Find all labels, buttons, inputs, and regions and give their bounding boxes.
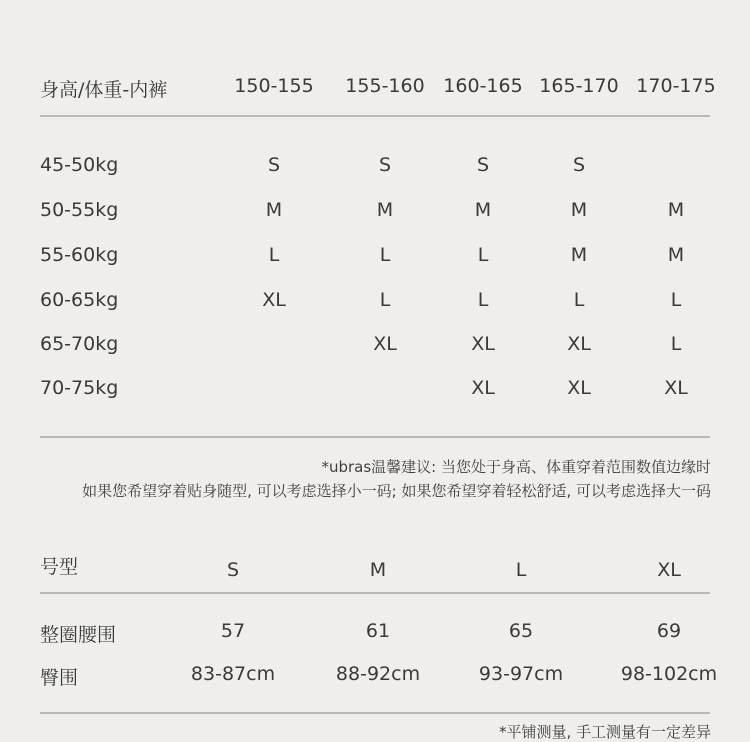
size-cell: XL xyxy=(567,333,591,355)
fit-advice-line: *ubras温馨建议: 当您处于身高、体重穿着范围数值边缘时 xyxy=(321,458,711,476)
weight-row-label: 60-65kg xyxy=(40,289,119,311)
size-column-header: L xyxy=(515,559,527,581)
measurement-cell: 98-102cm xyxy=(620,663,718,685)
size-column-header: XL xyxy=(657,559,681,581)
measurement-cell: 93-97cm xyxy=(478,663,564,685)
size-cell: S xyxy=(476,154,490,176)
weight-row-label: 45-50kg xyxy=(40,154,119,176)
size-cell: XL xyxy=(471,377,495,399)
size-cell: L xyxy=(670,289,682,311)
measurement-cell: 69 xyxy=(656,620,682,642)
size-cell: L xyxy=(379,244,391,266)
table-divider xyxy=(40,712,710,714)
size-cell: M xyxy=(667,244,685,266)
size-cell: M xyxy=(667,199,685,221)
size-cell: L xyxy=(379,289,391,311)
size-cell: S xyxy=(378,154,392,176)
size-cell: XL xyxy=(373,333,397,355)
size-cell: S xyxy=(267,154,281,176)
fit-advice-line: 如果您希望穿着贴身随型, 可以考虑选择小一码; 如果您希望穿着轻松舒适, 可以考虑选择大一码 xyxy=(82,482,711,500)
size-cell: XL xyxy=(664,377,688,399)
size-cell: L xyxy=(573,289,585,311)
table-divider xyxy=(40,115,710,117)
table-divider xyxy=(40,436,710,438)
measurement-cell: 65 xyxy=(508,620,534,642)
size-cell: S xyxy=(572,154,586,176)
height-column-header: 165-170 xyxy=(539,75,619,97)
weight-row-label: 50-55kg xyxy=(40,199,119,221)
measurement-row-label: 整圈腰围 xyxy=(40,624,117,646)
height-column-header: 160-165 xyxy=(443,75,523,97)
size-table-title: 身高/体重-内裤 xyxy=(40,79,168,101)
measurement-footnote: *平铺测量, 手工测量有一定差异 xyxy=(498,723,711,741)
height-column-header: 170-175 xyxy=(636,75,716,97)
weight-row-label: 65-70kg xyxy=(40,333,119,355)
measurement-row-label: 臀围 xyxy=(40,667,79,689)
measurement-cell: 61 xyxy=(365,620,391,642)
size-cell: XL xyxy=(567,377,591,399)
size-cell: M xyxy=(376,199,394,221)
measurement-cell: 88-92cm xyxy=(335,663,421,685)
weight-row-label: 70-75kg xyxy=(40,377,119,399)
size-cell: XL xyxy=(262,289,286,311)
table-divider xyxy=(40,592,710,594)
size-cell: XL xyxy=(471,333,495,355)
size-cell: M xyxy=(570,244,588,266)
weight-row-label: 55-60kg xyxy=(40,244,119,266)
measurement-cell: 83-87cm xyxy=(190,663,276,685)
size-cell: M xyxy=(265,199,283,221)
size-cell: M xyxy=(570,199,588,221)
height-column-header: 155-160 xyxy=(345,75,425,97)
height-column-header: 150-155 xyxy=(234,75,314,97)
size-cell: L xyxy=(268,244,280,266)
size-column-header: M xyxy=(369,559,387,581)
measurement-table-title: 号型 xyxy=(40,556,79,578)
size-column-header: S xyxy=(226,559,240,581)
size-cell: M xyxy=(474,199,492,221)
size-cell: L xyxy=(670,333,682,355)
size-cell: L xyxy=(477,289,489,311)
size-cell: L xyxy=(477,244,489,266)
measurement-cell: 57 xyxy=(220,620,246,642)
